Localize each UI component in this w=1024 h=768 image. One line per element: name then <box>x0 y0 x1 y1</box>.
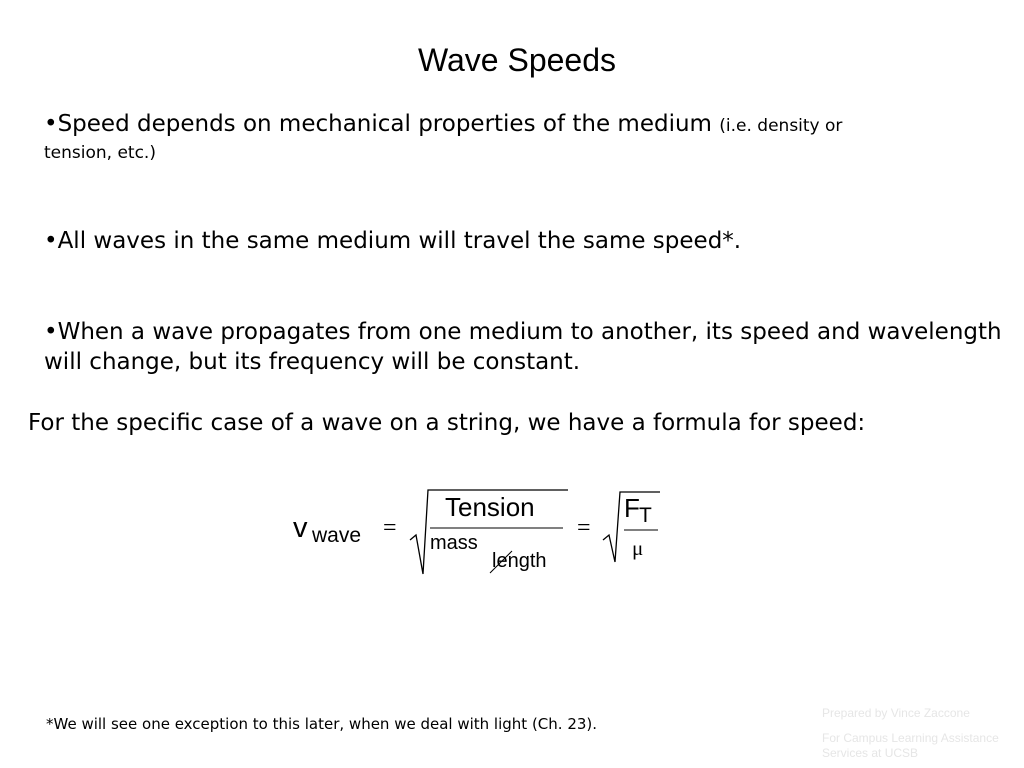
force-subscript: T <box>639 504 652 527</box>
bullet-text: Speed depends on mechanical properties of the medium <box>57 111 712 137</box>
velocity-subscript: wave <box>312 524 362 547</box>
wave-speed-formula <box>0 478 1024 588</box>
formula-intro: For the specific case of a wave on a string, we have a formula for speed: <box>28 410 866 436</box>
bullet-marker: • <box>44 319 58 345</box>
credit-author: Prepared by Vince Zaccone <box>822 706 970 720</box>
denominator-mass: mass <box>430 532 478 554</box>
bullet-same-medium <box>44 226 1004 256</box>
bullet-note: (i.e. density or <box>719 116 843 136</box>
bullet-speed-depends <box>44 109 1004 167</box>
denominator-length: length <box>492 550 547 572</box>
bullet-propagation <box>44 317 1004 377</box>
equals-sign-1: = <box>383 515 397 541</box>
bullet-marker: • <box>44 111 58 137</box>
bullet-text: All waves in the same medium will travel the same speed*. <box>57 228 742 254</box>
numerator-tension: Tension <box>445 492 535 522</box>
force-symbol: F <box>624 493 640 523</box>
bullet-text: When a wave propagates from one medium to another, its speed and wavelength will change, but its frequency will be constant. <box>44 319 1002 375</box>
equals-sign-2: = <box>577 515 591 541</box>
velocity-symbol: v <box>293 512 308 544</box>
mu-symbol: μ <box>632 536 644 560</box>
bullet-marker: • <box>44 228 58 254</box>
slide-title: Wave Speeds <box>417 42 617 78</box>
footnote: *We will see one exception to this later, when we deal with light (Ch. 23). <box>46 715 598 733</box>
bullet-note-continued: tension, etc.) <box>44 143 156 163</box>
credit-organization: For Campus Learning Assistance Services at UCSB <box>822 731 999 760</box>
